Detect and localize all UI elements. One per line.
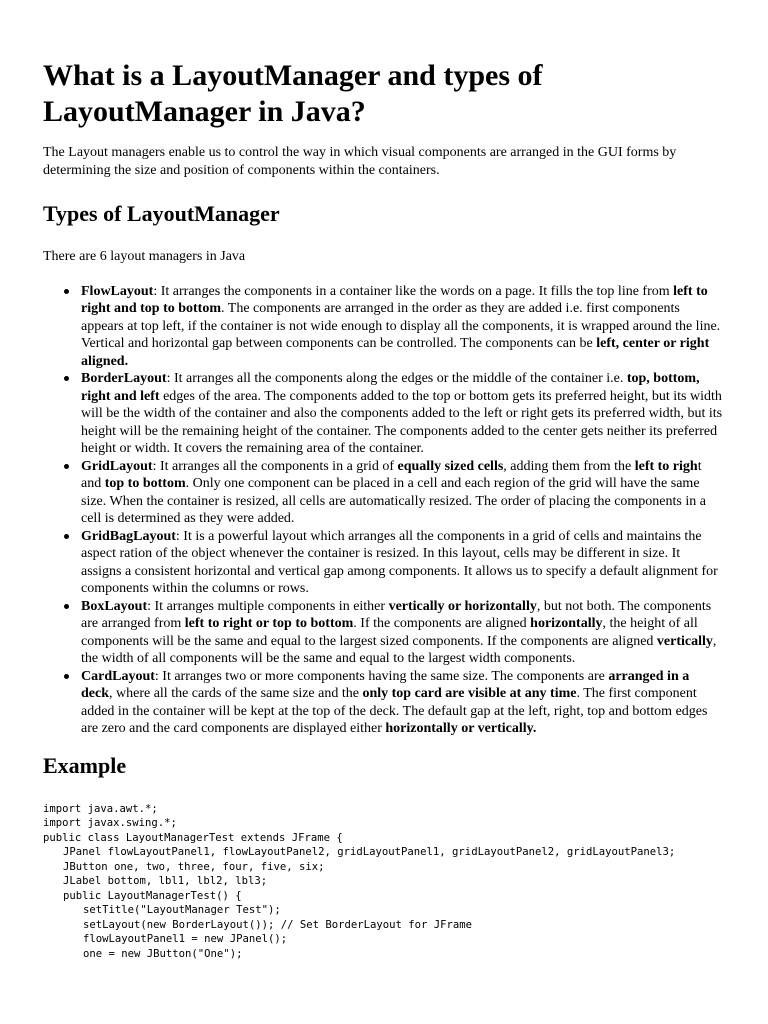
code-line: one = new JButton("One");: [83, 947, 243, 960]
code-line: flowLayoutPanel1 = new JPanel();: [83, 933, 288, 945]
emphasis-text: left to right and top to bottom: [81, 283, 708, 316]
code-line: public LayoutManagerTest() {: [63, 889, 242, 902]
list-item: [81, 598, 724, 668]
emphasis-text: only top card are visible at any time: [362, 686, 577, 701]
description-text: . The first component added in the container will be kept at the top of the deck. The default gap at the left, right, top and bottom edges are zero and the card components are displayed either: [81, 686, 708, 736]
description-text: . Only one component can be placed in a cell and each region of the grid will have the same size. When the container is resized, all cells are automatically resized. The order of placing the components in a cell is determined as they were added.: [81, 476, 706, 526]
emphasis-text: left, center or right aligned.: [81, 336, 710, 369]
description-text: . If the components are aligned: [353, 616, 531, 631]
layout-count-text: There are 6 layout managers in Java: [43, 249, 246, 264]
layout-manager-name: BorderLayout: [81, 371, 167, 386]
description-text: : It arranges two or more components having the same size. The components are: [154, 668, 609, 684]
code-line: setTitle("LayoutManager Test");: [83, 904, 281, 916]
emphasis-text: horizontally or vertically.: [385, 721, 537, 736]
description-text: : It arranges all the components in a grid of: [152, 458, 398, 474]
emphasis-text: top, bottom, right and left: [81, 371, 700, 404]
emphasis-text: horizontally: [530, 616, 603, 631]
description-text: , the width of all components will be the same and equal to the largest width components.: [81, 633, 717, 666]
description-text: . The components are arranged in the order as they are added i.e. first components appears at top left, if the container is not wide enough to display all the components, it is wrapped around the line. Vertical and horizontal gap between components can be controlled. The components can be: [81, 301, 721, 351]
code-line: import javax.swing.*;: [43, 817, 177, 829]
description-text: : It arranges the components in a container like the words on a page. It fills the top line from: [153, 283, 674, 299]
example-heading: Example: [43, 752, 127, 778]
layout-manager-name: GridBagLayout: [81, 528, 176, 544]
emphasis-text: vertically: [656, 633, 713, 649]
description-text: , the height of all components will be the same and equal to the largest sized components. If the components are aligned: [81, 616, 698, 649]
list-item: [81, 370, 724, 458]
list-item: [81, 283, 724, 371]
description-text: : It arranges multiple components in either: [147, 598, 389, 614]
emphasis-text: left to righ: [634, 458, 698, 474]
description-text: , but not both. The components are arranged from: [81, 598, 712, 631]
types-heading: Types of LayoutManager: [43, 201, 280, 226]
code-line: import java.awt.*;: [43, 802, 158, 815]
emphasis-text: left to right or top to bottom: [184, 616, 354, 631]
layout-manager-name: BoxLayout: [81, 598, 148, 614]
code-line: public class LayoutManagerTest extends JFrame {: [43, 831, 343, 844]
emphasis-text: equally sized cells: [397, 458, 504, 474]
list-item: [81, 668, 724, 738]
description-text: t and: [81, 458, 702, 491]
layout-manager-name: CardLayout: [81, 668, 155, 684]
list-item: [81, 458, 724, 528]
emphasis-text: top to bottom: [104, 476, 186, 491]
layout-manager-name: FlowLayout: [81, 283, 154, 299]
code-line: JPanel flowLayoutPanel1, flowLayoutPanel2, gridLayoutPanel1, gridLayoutPanel2, gridLayoutPanel3;: [63, 846, 676, 858]
layout-manager-list: [43, 266, 724, 738]
page-title: What is a LayoutManager and types of LayoutManager in Java?: [43, 59, 543, 128]
description-text: edges of the area. The components added to the top or bottom gets its preferred height, but its width will be the width of the container and also the components added to the left or right gets its preferred width, but its height will be the remaining height of the container. The components added to the center gets neither its preferred height or width. It covers the remaining area of the container.: [81, 388, 723, 456]
list-item: [81, 528, 724, 598]
code-line: JLabel bottom, lbl1, lbl2, lbl3;: [63, 875, 268, 887]
emphasis-text: vertically or horizontally: [388, 598, 537, 614]
description-text: , where all the cards of the same size and the: [109, 686, 363, 701]
code-line: JButton one, two, three, four, five, six;: [63, 860, 325, 873]
intro-paragraph: The Layout managers enable us to control the way in which visual components are arranged in the GUI forms by determining the size and position of components within the containers.: [43, 145, 677, 178]
code-block: [43, 779, 724, 962]
description-text: , adding them from the: [503, 458, 635, 474]
emphasis-text: arranged in a deck: [81, 668, 690, 701]
code-line: setLayout(new BorderLayout()); // Set BorderLayout for JFrame: [83, 918, 473, 931]
description-text: : It arranges all the components along the edges or the middle of the container i.e.: [166, 371, 627, 386]
layout-manager-name: GridLayout: [81, 458, 153, 474]
description-text: : It is a powerful layout which arranges all the components in a grid of cells and maintains the aspect ration of the object whenever the container is resized. In this layout, cells may be different in size. It assigns a consistent horizontal and vertical gap among components. It allows us to specify a default alignment for components within the columns or rows.: [81, 528, 718, 596]
